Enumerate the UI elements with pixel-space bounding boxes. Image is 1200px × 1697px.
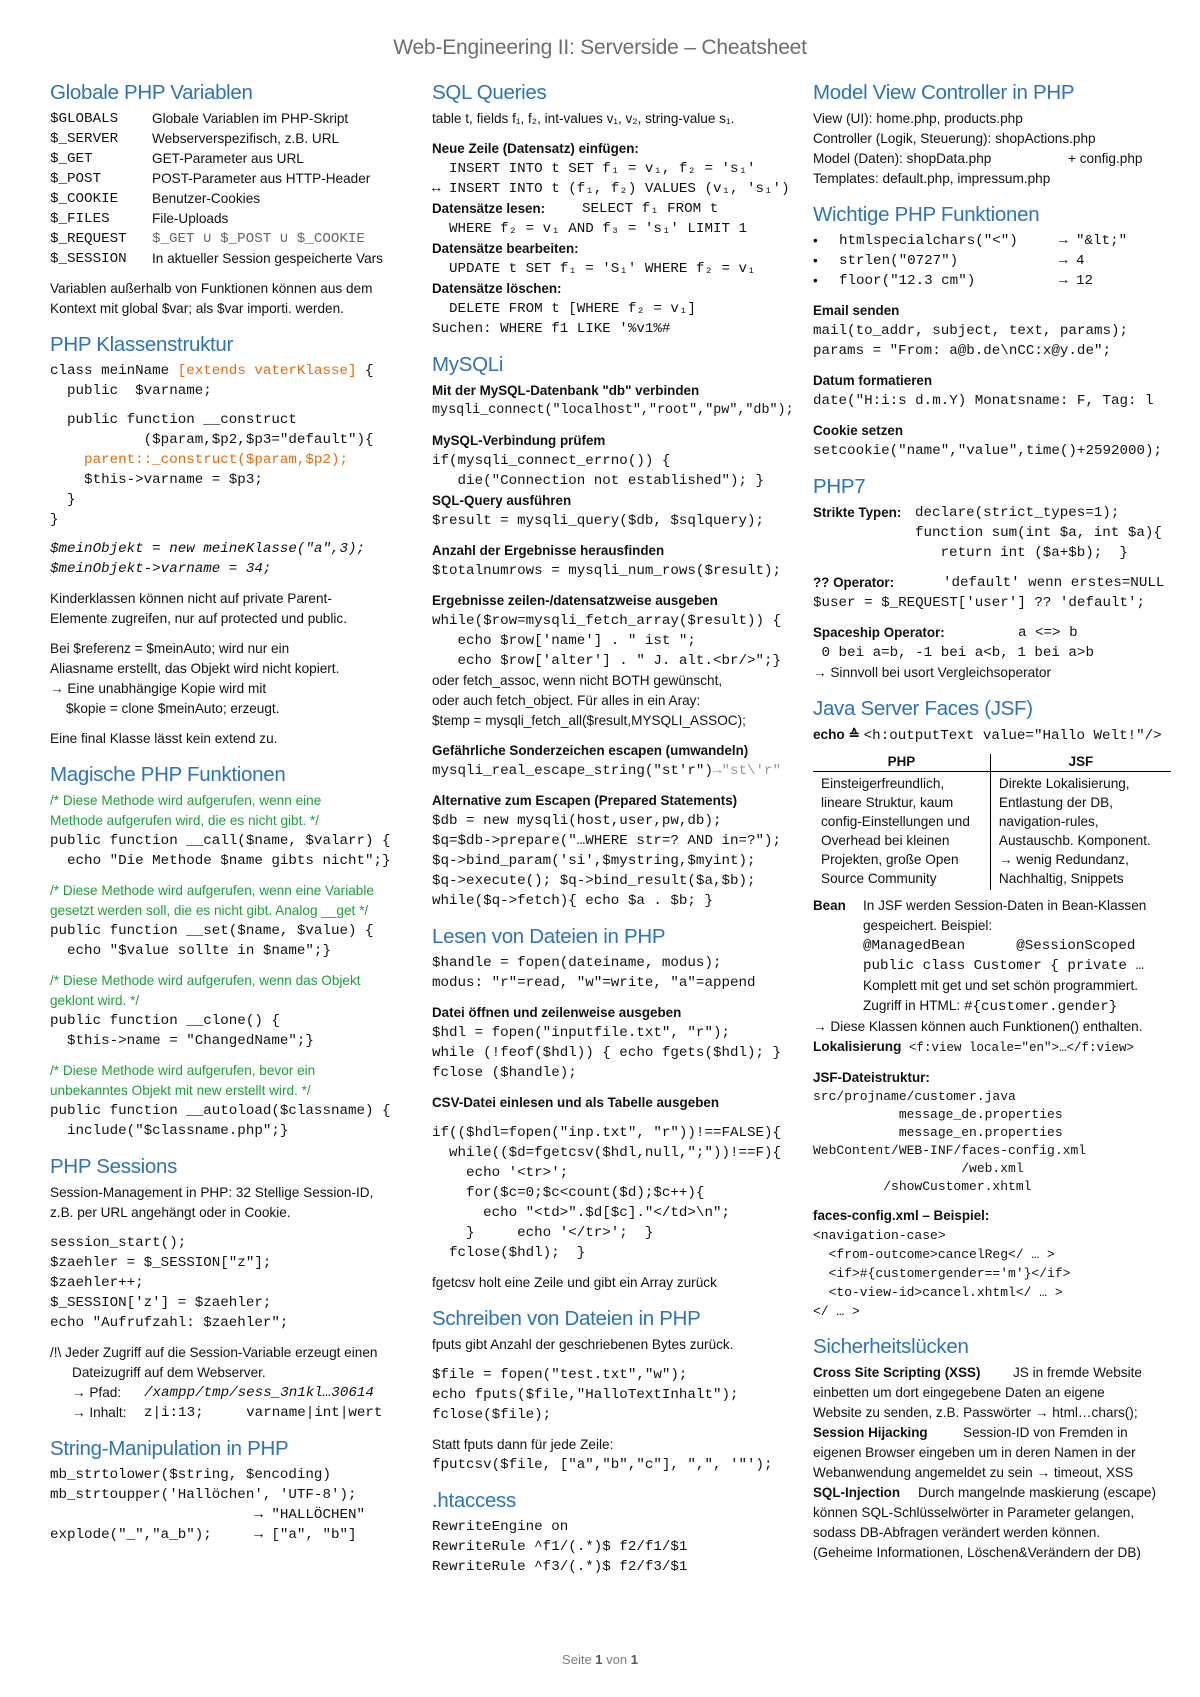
code-line: mail(to_addr, subject, text, params);: [813, 323, 1129, 339]
text-line: oder fetch_assoc, wenn nicht BOTH gewünscht,: [432, 673, 723, 688]
code-line: for($c=0;$c<count($d);$c++){: [432, 1185, 705, 1201]
sql-read-row: Datensätze lesen: SELECT f₁ FROM t: [432, 201, 719, 217]
text-line: table t, fields f₁, f₂, int-values v₁, v₂, string-value s₁.: [432, 111, 735, 126]
code-line: echo $row['alter'] . " J. alt.<br/>";}: [432, 653, 782, 669]
code-line: echo "<td>".$d[$c]."</td>\n";: [432, 1205, 730, 1221]
bullet-icon: •: [813, 273, 818, 288]
variable-description: Webserverspezifisch, z.B. URL: [152, 131, 340, 146]
globals-note: Kontext mit global $var; als $var importi. werden.: [50, 301, 344, 316]
code-line: die("Connection not established"); }: [432, 473, 765, 489]
code-line: fclose($file);: [432, 1407, 552, 1423]
section-heading: Model View Controller in PHP: [813, 81, 1075, 104]
localization-line: Lokalisierung <f:view locale="en">…</f:view>: [813, 1039, 1134, 1055]
cell-line: lineare Struktur, kaum: [821, 795, 954, 810]
variable-name: $_FILES: [50, 211, 110, 227]
section-heading: MySQLi: [432, 353, 504, 376]
section-heading: Wichtige PHP Funktionen: [813, 203, 1040, 226]
variable-name: $_SERVER: [50, 131, 119, 147]
section-heading: SQL Queries: [432, 81, 547, 104]
warning-line: /!\ Jeder Zugriff auf die Session-Variable erzeugt einen: [50, 1345, 378, 1360]
cell-line: config-Einstellungen und: [821, 814, 970, 829]
subheading: faces-config.xml – Beispiel:: [813, 1208, 990, 1223]
column-right: [813, 80, 1178, 1576]
code-line: $user = $_REQUEST['user'] ?? 'default';: [813, 595, 1146, 611]
code-line: return int ($a+$b); }: [915, 545, 1128, 561]
text-line: sodass DB-Abfragen verändert werden können.: [813, 1525, 1101, 1540]
code-line: <to-view-id>cancel.xhtml</ … >: [813, 1285, 1063, 1300]
variable-description: POST-Parameter aus HTTP-Header: [152, 171, 371, 186]
text-line: Session-Management in PHP: 32 Stellige Session-ID,: [50, 1185, 374, 1200]
variable-description: $_GET ∪ $_POST ∪ $_COOKIE: [152, 231, 365, 247]
code-line: message_de.properties: [813, 1107, 1063, 1122]
subheading: Alternative zum Escapen (Prepared Statements): [432, 793, 738, 808]
code-line: $hdl = fopen("inputfile.txt", "r");: [432, 1025, 730, 1041]
text-line: fputs gibt Anzahl der geschriebenen Bytes zurück.: [432, 1337, 734, 1352]
table-cell: [813, 772, 990, 891]
subheading: Mit der MySQL-Datenbank "db" verbinden: [432, 383, 700, 398]
mvc-model-row: Model (Daten): shopData.php + config.php: [813, 151, 1143, 166]
code-line: $file = fopen("test.txt","w");: [432, 1367, 688, 1383]
bean-row: Bean In JSF werden Session-Daten in Bean-Klassen: [813, 898, 1147, 913]
section-mvc: [813, 80, 1178, 189]
section-magische-funktionen: [50, 762, 425, 1141]
code-line: $_SESSION['z'] = $zaehler;: [50, 1295, 272, 1311]
code-line: $q->bind_param('si',$mystring,$myint);: [432, 853, 756, 869]
code-line: UPDATE t SET f₁ = 'S₁' WHERE f₂ = v₁: [432, 261, 756, 277]
code-line: fclose($hdl); }: [432, 1245, 586, 1261]
subheading: Neue Zeile (Datensatz) einfügen:: [432, 141, 639, 156]
comment-line: Methode aufgerufen wird, die es nicht gibt. */: [50, 813, 320, 828]
text-line: eigenen Browser eingeben um in deren Namen in der: [813, 1445, 1136, 1460]
warning-line: Dateizugriff auf dem Webserver.: [72, 1365, 266, 1380]
subheading: Datum formatieren: [813, 373, 933, 388]
code-line: params = "From: a@b.de\nCC:x@y.de";: [813, 343, 1111, 359]
code-line: → "HALLÖCHEN": [50, 1507, 366, 1523]
code-line: public function __autoload($classname) {: [50, 1103, 391, 1119]
code-line: } echo '</tr>'; }: [432, 1225, 654, 1241]
code-line: $meinObjekt->varname = 34;: [50, 561, 272, 577]
code-line: echo $row['name'] . " ist ";: [432, 633, 696, 649]
text-line: Templates: default.php, impressum.php: [813, 171, 1051, 186]
subheading: Cookie setzen: [813, 423, 904, 438]
text-line: Kinderklassen können nicht auf private Parent-: [50, 591, 332, 606]
section-heading: .htaccess: [432, 1489, 516, 1512]
code-line: mysqli_connect("localhost","root","pw","db");: [432, 403, 794, 418]
code-line: message_en.properties: [813, 1125, 1063, 1140]
text-line: Statt fputs dann für jede Zeile:: [432, 1437, 614, 1452]
globals-row: [50, 169, 425, 189]
cell-line: → wenig Redundanz,: [998, 852, 1129, 867]
cell-line: Direkte Lokalisierung,: [998, 776, 1130, 791]
function-list: [813, 231, 1178, 291]
globals-table: [50, 109, 425, 269]
code-line: 0 bei a=b, -1 bei a<b, 1 bei a>b: [813, 645, 1094, 661]
text-line: fgetcsv holt eine Zeile und gibt ein Array zurück: [432, 1275, 717, 1290]
section-lesen-dateien: [432, 924, 807, 1293]
table-cell: [990, 772, 1171, 891]
globals-row: [50, 229, 425, 249]
globals-row: [50, 149, 425, 169]
code-line: INSERT INTO t SET f₁ = v₁, f₂ = 's₁': [432, 161, 756, 177]
comment-line: /* Diese Methode wird aufgerufen, wenn eine Variable: [50, 883, 374, 898]
variable-description: Benutzer-Cookies: [152, 191, 261, 206]
code-line: setcookie("name","value",time()+2592000);: [813, 443, 1163, 459]
variable-name: $_POST: [50, 171, 102, 187]
code-line: while($q->fetch){ echo $a . $b; }: [432, 893, 713, 909]
code-line: public class Customer { private …: [863, 958, 1144, 974]
code-line: include("$classname.php";}: [50, 1123, 289, 1139]
text-line: Webanwendung angemeldet zu sein → timeout, XSS: [813, 1465, 1134, 1480]
subheading: SQL-Query ausführen: [432, 493, 572, 508]
subheading: MySQL-Verbindung prüfem: [432, 433, 606, 448]
code-line: mysqli_real_escape_string("st'r")→"st\'r": [432, 763, 782, 779]
globals-note: Variablen außerhalb von Funktionen können aus dem: [50, 281, 373, 296]
code-line: echo "Aufrufzahl: $zaehler";: [50, 1315, 289, 1331]
globals-row: [50, 189, 425, 209]
variable-description: In aktueller Session gespeicherte Vars: [152, 251, 383, 266]
comment-line: /* Diese Methode wird aufgerufen, bevor ein: [50, 1063, 316, 1078]
function-call: htmlspecialchars("<"): [839, 233, 1018, 249]
cell-line: Source Community: [821, 871, 937, 886]
null-coalesce-row: ?? Operator: 'default' wenn erstes=NULL: [813, 575, 1165, 591]
session-content: → Inhalt: z|i:13; varname|int|wert: [72, 1405, 383, 1421]
code-line: if(($hdl=fopen("inp.txt", "r"))!==FALSE){: [432, 1125, 782, 1141]
code-line: public $varname;: [50, 383, 212, 399]
text-line: z.B. per URL angehängt oder in Cookie.: [50, 1205, 291, 1220]
section-sessions: [50, 1154, 425, 1423]
text-line: einbetten um dort eingegebene Daten an eigene: [813, 1385, 1105, 1400]
list-item: [813, 231, 1178, 251]
cell-line: Austauschb. Komponent.: [998, 833, 1151, 848]
hijacking-row: Session Hijacking Session-ID von Fremden in: [813, 1425, 1128, 1440]
xss-row: Cross Site Scripting (XSS) JS in fremde Website: [813, 1365, 1142, 1380]
text-line: Elemente zugreifen, nur auf protected und public.: [50, 611, 347, 626]
code-line: public function __call($name, $valarr) {: [50, 833, 391, 849]
text-line: View (UI): home.php, products.php: [813, 111, 1023, 126]
cell-line: Einsteigerfreundlich,: [821, 776, 945, 791]
page-footer: Seite 1 von 1: [562, 1652, 638, 1667]
variable-name: $GLOBALS: [50, 111, 119, 127]
subheading: Ergebnisse zeilen-/datensatzweise ausgeben: [432, 593, 718, 608]
section-heading: PHP Klassenstruktur: [50, 333, 234, 356]
code-line: modus: "r"=read, "w"=write, "a"=append: [432, 975, 756, 991]
comment-line: /* Diese Methode wird aufgerufen, wenn eine: [50, 793, 322, 808]
text-line: $temp = mysqli_fetch_all($result,MYSQLI_ASSOC);: [432, 713, 746, 728]
code-line: ↔ INSERT INTO t (f₁, f₂) VALUES (v₁, 's₁'): [432, 181, 790, 197]
cell-line: Overhead bei kleinen: [821, 833, 950, 848]
spaceship-row: Spaceship Operator: a <=> b: [813, 625, 1078, 641]
section-sicherheitsluecken: [813, 1334, 1178, 1563]
section-heading: Globale PHP Variablen: [50, 81, 253, 104]
function-result: → "&lt;": [1059, 233, 1128, 249]
function-result: → 4: [1059, 253, 1085, 269]
section-heading: Lesen von Dateien in PHP: [432, 925, 666, 948]
session-path: → Pfad: /xampp/tmp/sess_3n1kl…30614: [72, 1385, 374, 1401]
code-line: class meinName [extends vaterKlasse] {: [50, 363, 374, 379]
text-line: Komplett mit get und set schön programmiert.: [863, 978, 1139, 993]
text-line: gespeichert. Beispiel:: [863, 918, 993, 933]
code-line: /web.xml: [813, 1161, 1024, 1176]
text-line: Zugriff in HTML: #{customer.gender}: [863, 998, 1118, 1015]
subheading: Datensätze bearbeiten:: [432, 241, 579, 256]
code-line: $zaehler = $_SESSION["z"];: [50, 1255, 272, 1271]
variable-description: GET-Parameter aus URL: [152, 151, 304, 166]
section-globale-variablen: [50, 80, 425, 319]
comparison-table: [813, 754, 1171, 890]
page-title: Web-Engineering II: Serverside – Cheatsheet: [393, 36, 807, 59]
bullet-icon: •: [813, 253, 818, 268]
section-php7: [813, 474, 1178, 683]
cell-line: navigation-rules,: [998, 814, 1099, 829]
list-item: [813, 271, 1178, 291]
code-line: src/projname/customer.java: [813, 1089, 1016, 1104]
variable-name: $_COOKIE: [50, 191, 119, 207]
section-heading: Magische PHP Funktionen: [50, 763, 286, 786]
section-heading: PHP7: [813, 475, 866, 498]
code-line: function sum(int $a, int $a){: [915, 525, 1162, 541]
variable-description: Globale Variablen im PHP-Skript: [152, 111, 349, 126]
code-line: WebContent/WEB-INF/faces-config.xml: [813, 1143, 1087, 1158]
sql-injection-row: SQL-Injection Durch mangelnde maskierung (escape): [813, 1485, 1157, 1500]
subheading: CSV-Datei einlesen und als Tabelle ausgeben: [432, 1095, 719, 1110]
subheading: JSF-Dateistruktur:: [813, 1070, 930, 1085]
code-line: $this->name = "ChangedName";}: [50, 1033, 314, 1049]
text-line: oder auch fetch_object. Für alles in ein Aray:: [432, 693, 701, 708]
code-line: echo "$value sollte in $name";}: [50, 943, 331, 959]
text-line: → Diese Klassen können auch Funktionen() enthalten.: [813, 1019, 1143, 1034]
section-sql-queries: [432, 80, 807, 339]
code-line: public function __set($name, $value) {: [50, 923, 374, 939]
function-call: floor("12.3 cm"): [839, 273, 976, 289]
code-line: mb_strtolower($string, $encoding): [50, 1467, 331, 1483]
code-line: }: [50, 512, 59, 528]
text-line: Bei $referenz = $meinAuto; wird nur ein: [50, 641, 290, 656]
column-middle: [432, 80, 807, 1590]
function-result: → 12: [1059, 273, 1094, 289]
code-line: @ManagedBean @SessionScoped: [863, 938, 1136, 954]
subheading: Datei öffnen und zeilenweise ausgeben: [432, 1005, 682, 1020]
bullet-icon: •: [813, 233, 818, 248]
code-line: date("H:i:s d.m.Y) Monatsname: F, Tag: l: [813, 393, 1154, 409]
code-line: <from-outcome>cancelReg</ … >: [813, 1247, 1055, 1262]
code-line: $this->varname = $p3;: [50, 472, 263, 488]
text-line: können SQL-Schlüsselwörter in Parameter gelangen,: [813, 1505, 1135, 1520]
code-line: $q=$db->prepare("…WHERE str=? AND in=?");: [432, 833, 782, 849]
globals-row: [50, 209, 425, 229]
section-heading: PHP Sessions: [50, 1155, 178, 1178]
section-wichtige-funktionen: [813, 202, 1178, 461]
code-line: echo "Die Methode $name gibts nicht";}: [50, 853, 391, 869]
variable-name: $_GET: [50, 151, 93, 167]
subheading: Email senden: [813, 303, 900, 318]
globals-row: [50, 249, 425, 269]
list-item: [813, 251, 1178, 271]
code-line: session_start();: [50, 1235, 187, 1251]
globals-row: [50, 109, 425, 129]
code-line: parent::_construct($param,$p2);: [50, 452, 348, 468]
subheading: Anzahl der Ergebnisse herausfinden: [432, 543, 665, 558]
cell-line: Projekten, große Open: [821, 852, 959, 867]
code-line: $handle = fopen(dateiname, modus);: [432, 955, 722, 971]
section-heading: Sicherheitslücken: [813, 1335, 969, 1358]
subheading: Gefährliche Sonderzeichen escapen (umwandeln): [432, 743, 749, 758]
section-htaccess: [432, 1488, 807, 1577]
code-line: if(mysqli_connect_errno()) {: [432, 453, 671, 469]
variable-name: $_REQUEST: [50, 231, 127, 247]
text-line: $kopie = clone $meinAuto; erzeugt.: [66, 701, 280, 716]
column-left: [50, 80, 425, 1558]
variable-name: $_SESSION: [50, 251, 127, 267]
code-line: public function __clone() {: [50, 1013, 280, 1029]
text-line: → Sinnvoll bei usort Vergleichsoperator: [813, 665, 1052, 680]
table-header: PHP: [813, 754, 990, 772]
code-line: </ … >: [813, 1304, 860, 1319]
code-line: $q->execute(); $q->bind_result($a,$b);: [432, 873, 756, 889]
section-string-manipulation: [50, 1436, 425, 1545]
code-line: RewriteRule ^f3/(.*)$ f2/f3/$1: [432, 1559, 688, 1575]
code-line: $zaehler++;: [50, 1275, 144, 1291]
subheading: Datensätze löschen:: [432, 281, 562, 296]
section-heading: String-Manipulation in PHP: [50, 1437, 289, 1460]
code-line: Suchen: WHERE f1 LIKE '%v1%#: [432, 321, 671, 337]
section-mysqli: [432, 352, 807, 911]
code-line: /showCustomer.xhtml: [813, 1179, 1032, 1194]
section-heading: Java Server Faces (JSF): [813, 697, 1033, 720]
text-line: Aliasname erstellt, das Objekt wird nicht kopiert.: [50, 661, 340, 676]
function-call: strlen("0727"): [839, 253, 959, 269]
code-line: <if>#{customergender=='m'}</if>: [813, 1266, 1071, 1281]
code-line: WHERE f₂ = v₁ AND f₃ = 's₁' LIMIT 1: [432, 221, 748, 237]
code-line: explode("_","a_b"); → ["a", "b"]: [50, 1527, 357, 1543]
code-line: <navigation-case>: [813, 1228, 946, 1243]
code-line: while (!feof($hdl)) { echo fgets($hdl); }: [432, 1045, 782, 1061]
comment-line: geklont wird. */: [50, 993, 140, 1008]
code-line: ($param,$p2,$p3="default"){: [50, 432, 374, 448]
code-line: $db = new mysqli(host,user,pw,db);: [432, 813, 722, 829]
code-line: $result = mysqli_query($db, $sqlquery);: [432, 513, 765, 529]
code-line: echo fputs($file,"HalloTextInhalt");: [432, 1387, 739, 1403]
code-line: public function __construct: [50, 412, 297, 428]
code-line: RewriteRule ^f1/(.*)$ f2/f1/$1: [432, 1539, 688, 1555]
code-line: $meinObjekt = new meineKlasse("a",3);: [50, 541, 366, 557]
code-line: fputcsv($file, ["a","b","c"], ",", '"');: [432, 1457, 773, 1473]
section-jsf: [813, 696, 1178, 1321]
comment-line: unbekanntes Objekt mit new erstellt wird. */: [50, 1083, 311, 1098]
code-line: echo '<tr>';: [432, 1165, 569, 1181]
text-line: → Eine unabhängige Kopie wird mit: [50, 681, 267, 696]
table-header: JSF: [990, 754, 1171, 772]
code-line: }: [50, 492, 76, 508]
code-line: fclose ($handle);: [432, 1065, 577, 1081]
text-line: Controller (Logik, Steuerung): shopActions.php: [813, 131, 1096, 146]
comment-line: /* Diese Methode wird aufgerufen, wenn das Objekt: [50, 973, 361, 988]
text-line: (Geheime Informationen, Löschen&Verändern der DB): [813, 1545, 1141, 1560]
code-line: RewriteEngine on: [432, 1519, 569, 1535]
code-line: while($row=mysqli_fetch_array($result)) {: [432, 613, 782, 629]
cell-line: Entlastung der DB,: [998, 795, 1113, 810]
echo-line: echo ≙ <h:outputText value="Hallo Welt!"/>: [813, 727, 1162, 744]
code-line: while(($d=fgetcsv($hdl,null,";"))!==F){: [432, 1145, 782, 1161]
text-line: Eine final Klasse lässt kein extend zu.: [50, 731, 278, 746]
comment-line: gesetzt werden soll, die es nicht gibt. Analog __get */: [50, 903, 369, 918]
text-line: Website zu senden, z.B. Passwörter → html…chars();: [813, 1405, 1138, 1420]
section-schreiben-dateien: [432, 1306, 807, 1475]
cell-line: Nachhaltig, Snippets: [998, 871, 1124, 886]
section-heading: Schreiben von Dateien in PHP: [432, 1307, 701, 1330]
globals-row: [50, 129, 425, 149]
section-klassenstruktur: [50, 332, 425, 749]
strict-types-row: Strikte Typen: declare(strict_types=1);: [813, 505, 1120, 521]
code-line: DELETE FROM t [WHERE f₂ = v₁]: [432, 301, 696, 317]
code-line: $totalnumrows = mysqli_num_rows($result);: [432, 563, 782, 579]
code-line: mb_strtoupper('Hallöchen', 'UTF-8');: [50, 1487, 357, 1503]
variable-description: File-Uploads: [152, 211, 229, 226]
